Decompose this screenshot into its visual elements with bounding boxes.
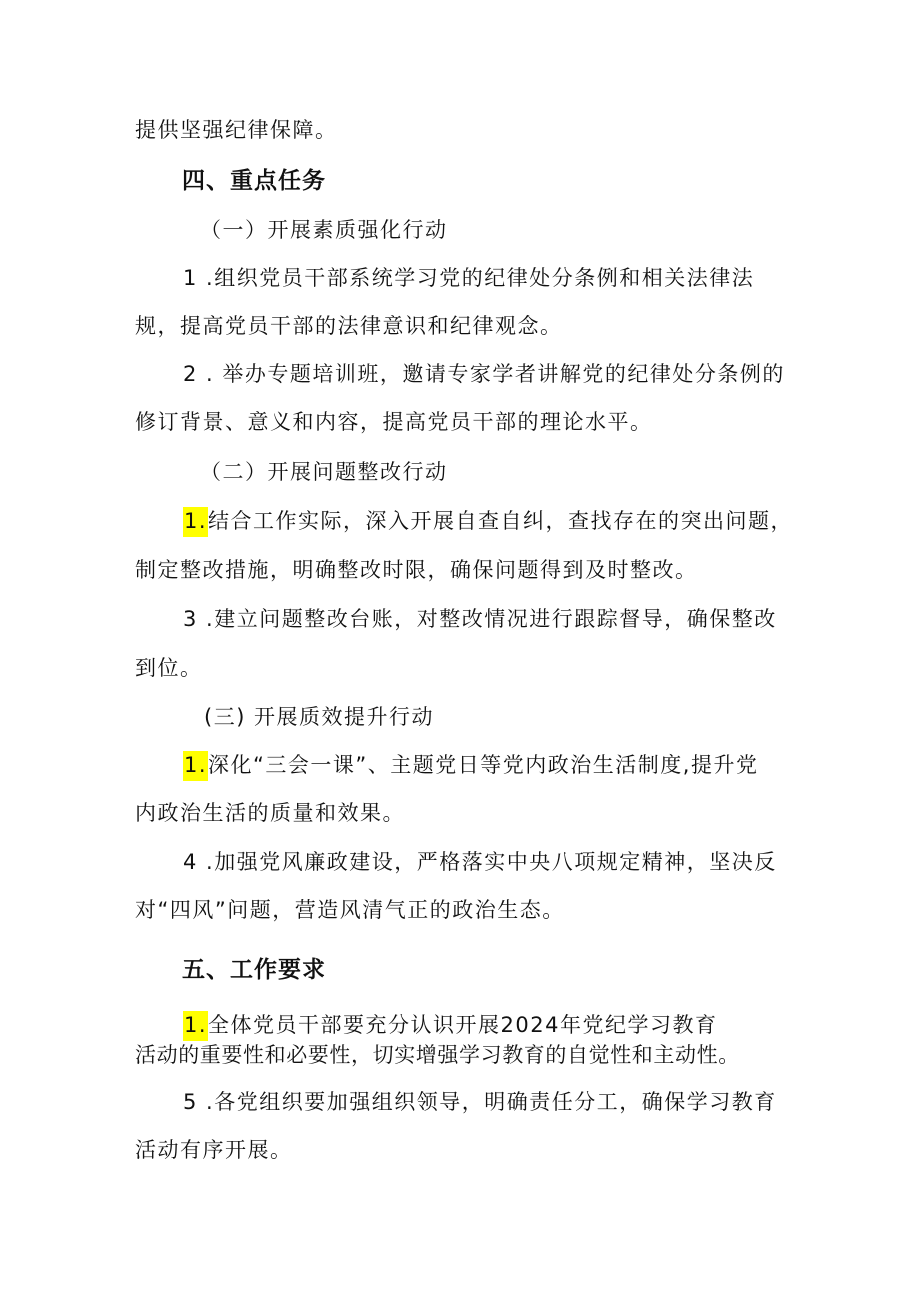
- section4-sub1-item1-line1: 1 .组织党员干部系统学习党的纪律处分条例和相关法律法: [183, 266, 755, 290]
- highlighted-number: 1.: [183, 507, 208, 537]
- section4-heading: 四、重点任务: [182, 168, 326, 194]
- highlighted-number: 1.: [183, 751, 208, 781]
- section5-item5-line1: 5 .各党组织要加强组织领导，明确责任分工，确保学习教育: [183, 1090, 777, 1114]
- section5-item1-line1: [183, 1010, 718, 1040]
- section4-sub2-item1-text: 结合工作实际，深入开展自查自纠，查找存在的突出问题，: [208, 509, 794, 533]
- section4-sub1-item2-line2: 修订背景、意义和内容，提高党员干部的理论水平。: [135, 410, 653, 434]
- highlighted-number: 1.: [183, 1011, 208, 1041]
- section4-sub1-item2-line1: 2 . 举办专题培训班，邀请专家学者讲解党的纪律处分条例的: [183, 362, 785, 386]
- section5-item5-line2: 活动有序开展。: [135, 1138, 293, 1162]
- section4-sub2-item3-line1: 3 .建立问题整改台账，对整改情况进行跟踪督导，确保整改: [183, 607, 777, 631]
- section5-heading: 五、工作要求: [182, 957, 326, 983]
- section4-sub3-item1-line2: 内政治生活的质量和效果。: [135, 801, 405, 825]
- section4-sub3-item1-line1: [183, 750, 758, 780]
- section4-sub1-item1-line2: 规，提高党员干部的法律意识和纪律观念。: [135, 314, 563, 338]
- section4-sub2-title: （二）开展问题整改行动: [200, 460, 448, 484]
- section4-sub2-item1-line1: [183, 506, 793, 536]
- section4-sub1-title: （一）开展素质强化行动: [200, 218, 448, 242]
- section4-sub3-item4-line2: 对“四风”问题，营造风清气正的政治生态。: [135, 898, 565, 922]
- section5-item1-text: 全体党员干部要充分认识开展2024年党纪学习教育: [208, 1013, 718, 1037]
- section4-sub3-item4-line1: 4 .加强党风廉政建设，严格落实中央八项规定精神，坚决反: [183, 850, 777, 874]
- section5-item1-line2: 活动的重要性和必要性，切实增强学习教育的自觉性和主动性。: [135, 1043, 740, 1067]
- section4-sub3-item1-text: 深化“三会一课”、主题党日等党内政治生活制度,提升党: [208, 753, 759, 777]
- section4-sub2-item1-line2: 制定整改措施，明确整改时限，确保问题得到及时整改。: [135, 558, 698, 582]
- intro-tail-text: 提供坚强纪律保障。: [135, 118, 338, 142]
- section4-sub3-title: (三) 开展质效提升行动: [204, 705, 435, 729]
- section4-sub2-item3-line2: 到位。: [135, 656, 203, 680]
